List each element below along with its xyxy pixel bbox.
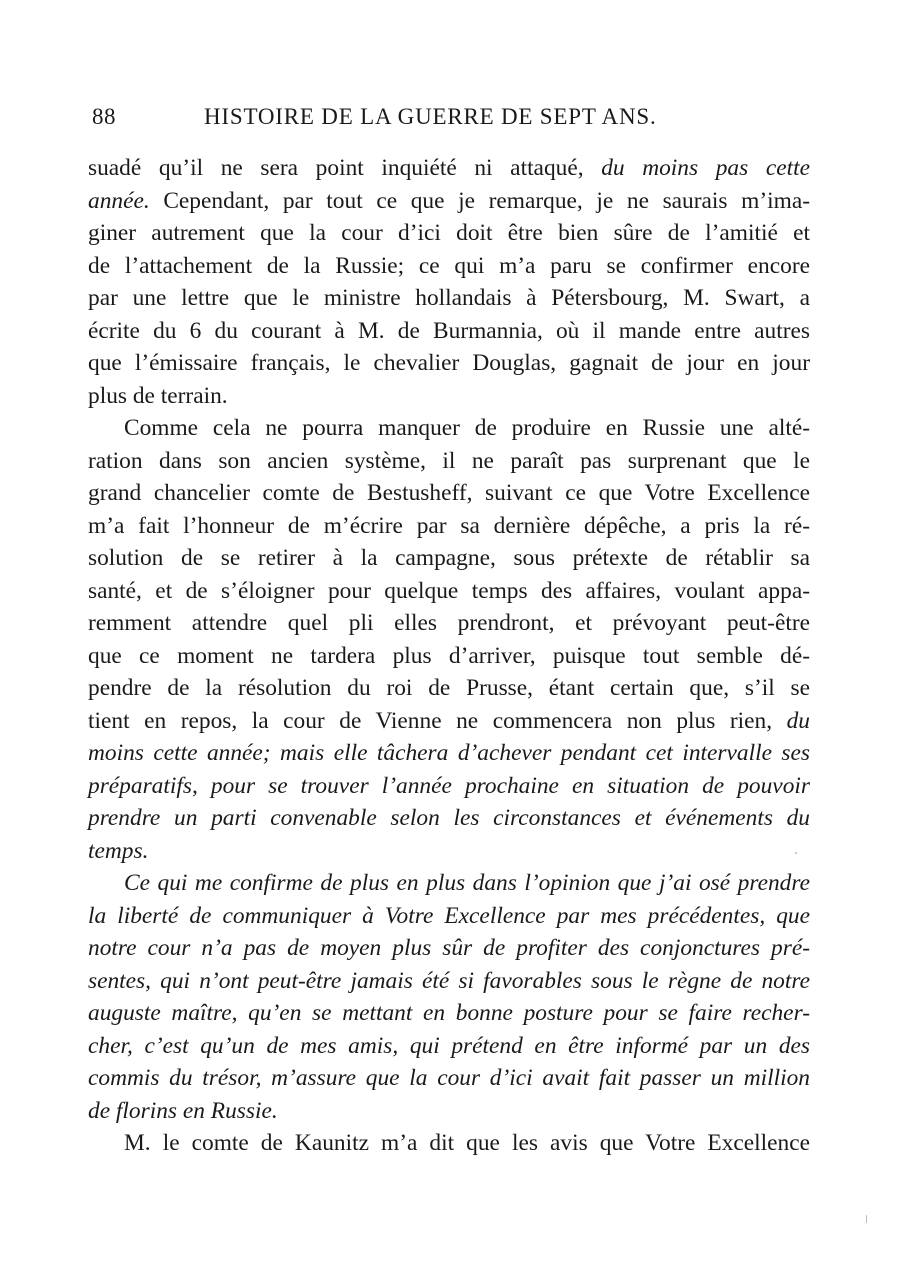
text-line: Comme cela ne pourra manquer de produire en Russie une alté- — [124, 415, 810, 441]
text-line: temps. — [88, 837, 149, 864]
text-line: pendre de la résolution du roi de Prusse, étant certain que, s’il se — [88, 675, 810, 701]
text-line: plus de terrain. — [88, 382, 228, 409]
text-line: écrite du 6 du courant à M. de Burmannia, où il mande entre autres — [88, 317, 810, 344]
text-line: solution de se retirer à la campagne, sous prétexte de rétablir sa — [88, 545, 810, 571]
text-span: tient en repos, la cour de Vienne ne commencera non plus rien, — [88, 707, 787, 734]
text-body — [88, 152, 810, 1160]
text-line — [88, 705, 810, 738]
text-span: suadé qu’il ne sera point inquiété ni attaqué, — [88, 155, 602, 181]
text-line: M. le comte de Kaunitz m’a dit que les avis que Votre Excellence — [124, 1130, 810, 1156]
text-line: grand chancelier comte de Bestusheff, suivant ce que Votre Excellence — [88, 480, 810, 506]
text-line: Ce qui me confirme de plus en plus dans l’opinion que j’ai osé prendre — [124, 870, 810, 896]
running-title: HISTOIRE DE LA GUERRE DE SEPT ANS. — [204, 104, 657, 129]
text-line: auguste maître, qu’en se mettant en bonne posture pour se faire recher- — [88, 1000, 810, 1026]
text-line: ration dans son ancien système, il ne paraît pas surprenant que le — [88, 447, 810, 474]
text-line: m’a fait l’honneur de m’écrire par sa dernière dépêche, a pris la ré- — [88, 512, 810, 539]
text-line — [88, 152, 810, 185]
text-line: que l’émissaire français, le chevalier Douglas, gagnait de jour en jour — [88, 350, 810, 376]
italic-span: année. — [88, 187, 150, 214]
text-line: de florins en Russie. — [88, 1097, 278, 1124]
text-line: notre cour n’a pas de moyen plus sûr de profiter des conjonctures pré- — [88, 935, 810, 961]
text-line: santé, et de s’éloigner pour quelque temps des affaires, voulant appa- — [88, 577, 810, 604]
paper-speck — [795, 852, 797, 854]
text-line: sentes, qui n’ont peut-être jamais été si favorables sous le règne de notre — [88, 967, 810, 994]
text-line: la liberté de communiquer à Votre Excellence par mes précédentes, que — [88, 902, 810, 929]
text-line — [88, 185, 810, 218]
paragraph-4 — [88, 1127, 810, 1160]
text-line: giner autrement que la cour d’ici doit être bien sûre de l’amitié et — [88, 220, 810, 246]
running-head — [92, 104, 704, 136]
paragraph-1 — [88, 152, 810, 412]
paper-speck — [866, 1215, 867, 1223]
page-number: 88 — [92, 104, 116, 129]
text-line: commis du trésor, m’assure que la cour d’ici avait fait passer un million — [88, 1065, 810, 1091]
text-line: prendre un parti convenable selon les circonstances et événements du — [88, 805, 810, 831]
text-line: que ce moment ne tardera plus d’arriver, puisque tout semble dé- — [88, 642, 810, 669]
text-line: cher, c’est qu’un de mes amis, qui prétend en être informé par un des — [88, 1032, 810, 1059]
text-span: Cependant, par tout ce que je remarque, je ne saurais m’ima- — [149, 187, 810, 214]
text-line: moins cette année; mais elle tâchera d’achever pendant cet intervalle ses — [88, 740, 810, 766]
paragraph-2 — [88, 412, 810, 867]
paragraph-3 — [88, 867, 810, 1127]
text-line: remment attendre quel pli elles prendront, et prévoyant peut-être — [88, 610, 810, 636]
italic-span: du moins pas cette — [601, 155, 810, 181]
italic-span: du — [786, 707, 810, 734]
text-line: par une lettre que le ministre hollandais à Pétersbourg, M. Swart, a — [88, 285, 810, 311]
text-line: préparatifs, pour se trouver l’année prochaine en situation de pouvoir — [88, 772, 810, 799]
text-line: de l’attachement de la Russie; ce qui m’a paru se confirmer encore — [88, 252, 810, 279]
